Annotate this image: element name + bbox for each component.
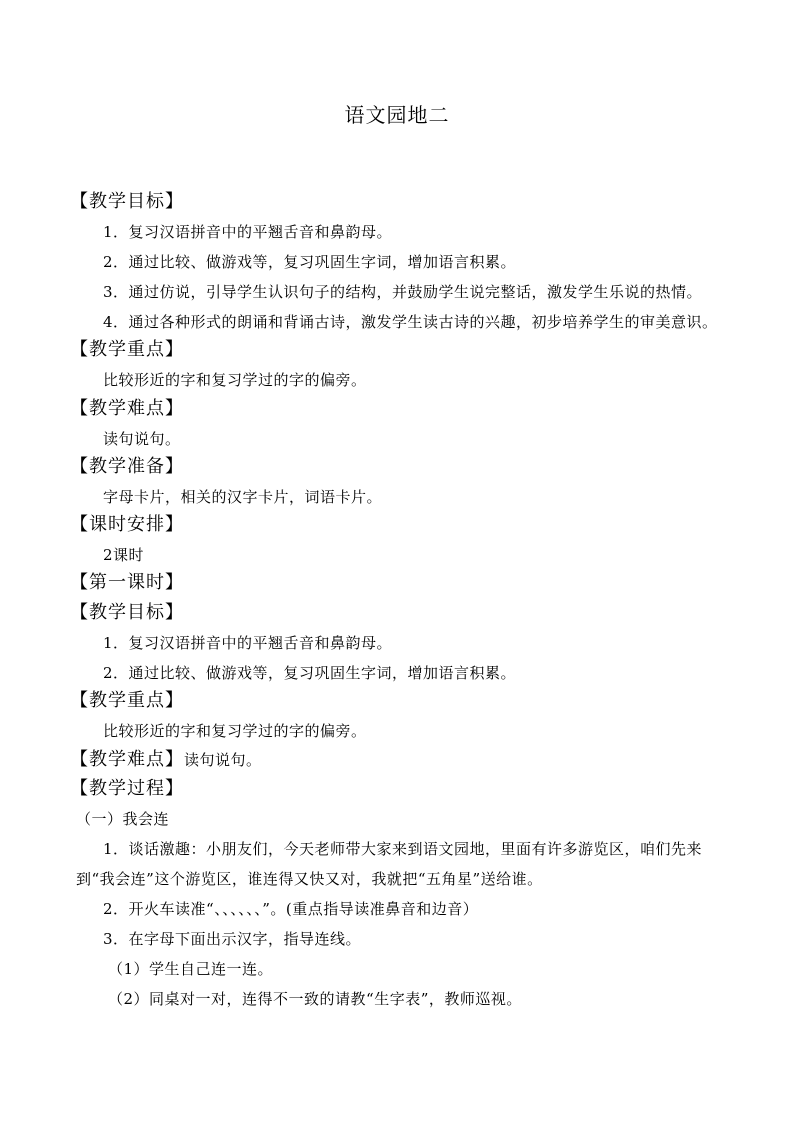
process-step-1-line-1: 1．谈话激趣：小朋友们，今天老师带大家来到语文园地，里面有许多游览区，咱们先来 bbox=[103, 840, 703, 858]
key-points2-text: 比较形近的字和复习学过的字的偏旁。 bbox=[103, 722, 367, 740]
heading-key-points-2: 【教学重点】 bbox=[70, 690, 184, 711]
goal-item-3: 3．通过仿说，引导学生认识句子的结构，并鼓励学生说完整话，激发学生乐说的热情。 bbox=[103, 283, 703, 301]
heading-first-lesson: 【第一课时】 bbox=[70, 572, 184, 593]
process-step-3: 3．在字母下面出示汉字，指导连线。 bbox=[103, 930, 362, 948]
goal2-item-1: 1．复习汉语拼音中的平翘舌音和鼻韵母。 bbox=[103, 634, 393, 652]
difficulties2-text: 读句说句。 bbox=[184, 751, 262, 769]
schedule-text: 2课时 bbox=[103, 546, 145, 564]
heading-schedule: 【课时安排】 bbox=[70, 514, 184, 535]
heading-preparation: 【教学准备】 bbox=[70, 456, 184, 477]
process-sub-2: （2）同桌对一对，连得不一致的请教“生字表”，教师巡视。 bbox=[108, 990, 522, 1008]
process-sub-1: （1）学生自己连一连。 bbox=[108, 960, 274, 978]
goal2-item-2: 2．通过比较、做游戏等，复习巩固生字词，增加语言积累。 bbox=[103, 664, 517, 682]
difficulties-text: 读句说句。 bbox=[103, 430, 181, 448]
goal-item-1: 1．复习汉语拼音中的平翘舌音和鼻韵母。 bbox=[103, 223, 393, 241]
process-step-1-line-2: 到“我会连”这个游览区，谁连得又快又对，我就把“五角星”送给谁。 bbox=[76, 870, 543, 888]
heading-difficulties: 【教学难点】 bbox=[70, 398, 184, 419]
heading-key-points: 【教学重点】 bbox=[70, 339, 184, 360]
goal-item-2: 2．通过比较、做游戏等，复习巩固生字词，增加语言积累。 bbox=[103, 253, 517, 271]
heading-teaching-goals-2: 【教学目标】 bbox=[70, 602, 184, 623]
heading-process: 【教学过程】 bbox=[70, 778, 184, 799]
process-step-2: 2．开火车读准“、、、、、、”。(重点指导读准鼻音和边音） bbox=[103, 900, 479, 918]
goal-item-4: 4．通过各种形式的朗诵和背诵古诗，激发学生读古诗的兴趣，初步培养学生的审美意识。 bbox=[103, 313, 718, 331]
preparation-text: 字母卡片，相关的汉字卡片，词语卡片。 bbox=[103, 488, 383, 506]
process-section-1: （一）我会连 bbox=[76, 810, 170, 828]
heading-difficulties-2: 【教学难点】 bbox=[70, 749, 184, 770]
heading-teaching-goals: 【教学目标】 bbox=[70, 191, 184, 212]
key-points-text: 比较形近的字和复习学过的字的偏旁。 bbox=[103, 371, 367, 389]
page-title: 语文园地二 bbox=[344, 103, 450, 127]
difficulties2-line bbox=[70, 747, 262, 773]
